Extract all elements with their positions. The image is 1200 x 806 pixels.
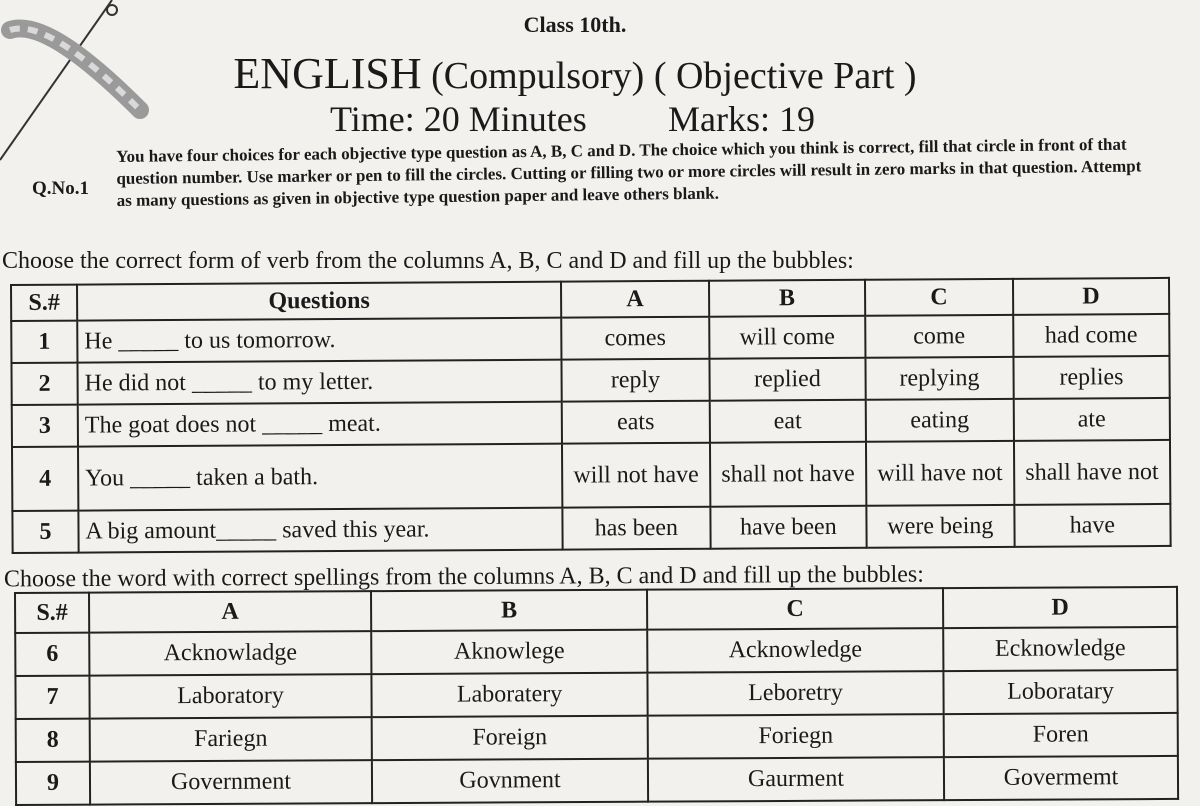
header-a: A (89, 591, 371, 632)
option-c: replying (865, 357, 1013, 400)
option-d: shall have not (1014, 440, 1171, 505)
option-b: shall not have (710, 442, 867, 507)
option-c: were being (866, 505, 1014, 548)
option-a: will not have (562, 443, 710, 508)
table-row (16, 756, 1178, 805)
option-b: replied (709, 358, 865, 401)
option-c: will have not (866, 441, 1014, 506)
header-questions: Questions (77, 282, 561, 321)
time-marks-line (330, 98, 815, 140)
header-d: D (943, 587, 1177, 628)
table-row (11, 314, 1169, 363)
question-text: He did not _____ to my letter. (77, 360, 561, 405)
option-b: will come (709, 316, 865, 359)
option-c: eating (866, 399, 1014, 442)
row-number: 5 (12, 511, 78, 553)
header-d: D (1013, 278, 1169, 315)
option-d: Ecknowledge (943, 627, 1177, 671)
option-c: come (865, 315, 1013, 358)
option-b: Aknowlege (371, 630, 647, 674)
question-text: He _____ to us tomorrow. (77, 318, 561, 363)
table-row (12, 504, 1170, 553)
option-b: eat (709, 400, 865, 443)
table-row (16, 713, 1178, 762)
option-c: Leboretry (647, 671, 943, 716)
header-c: C (865, 279, 1013, 316)
row-number: 6 (15, 633, 89, 676)
subject-qualifier: (Compulsory) ( Objective Part ) (421, 55, 917, 97)
option-a: has been (562, 507, 710, 550)
option-a: reply (561, 359, 709, 402)
spelling-table (14, 586, 1179, 806)
subject-name: ENGLISH (233, 49, 422, 98)
option-d: Govermemt (944, 756, 1178, 800)
header-b: B (709, 280, 865, 317)
option-b: Foreign (372, 716, 648, 760)
table-row (15, 627, 1177, 676)
table-header-row (15, 587, 1177, 633)
row-number: 8 (16, 719, 90, 762)
row-number: 4 (12, 447, 78, 511)
row-number: 2 (11, 363, 77, 405)
table-row (15, 670, 1177, 719)
header-c: C (647, 588, 943, 630)
option-d: have (1014, 504, 1171, 547)
option-c: Foriegn (648, 714, 944, 759)
header-sno: S.# (15, 593, 89, 633)
row-number: 1 (11, 321, 77, 363)
time-allowed: Time: 20 Minutes (330, 99, 587, 139)
option-a: Laboratory (89, 674, 371, 718)
option-c: Gaurment (648, 757, 944, 802)
row-number: 7 (15, 676, 89, 719)
option-a: Government (90, 760, 372, 804)
page-title (0, 48, 1150, 99)
question-text: The goat does not _____ meat. (78, 402, 562, 447)
option-c: Acknowledge (647, 628, 943, 673)
option-a: Fariegn (90, 717, 372, 761)
section1-heading: Choose the correct form of verb from the columns A, B, C and D and fill up the bubbles: (2, 248, 854, 274)
row-number: 3 (12, 405, 78, 447)
option-d: ate (1013, 398, 1170, 441)
option-d: Loboratary (943, 670, 1177, 714)
header-a: A (561, 281, 709, 318)
option-d: replies (1013, 356, 1170, 399)
total-marks: Marks: 19 (668, 99, 815, 139)
question-number: Q.No.1 (32, 178, 89, 199)
row-number: 9 (16, 762, 90, 805)
option-b: Laboratery (371, 673, 647, 717)
option-a: comes (561, 317, 709, 360)
table-row (11, 356, 1169, 405)
class-label: Class 10th. (523, 12, 627, 37)
option-a: eats (562, 401, 710, 444)
instructions-text: You have four choices for each objective type question as A, B, C and D. The choice which you think is correct, fill that circle in front of that question number. Use marker or pen to fill the circles. Cutting or filling two or more circles will result in zero marks in that question. Attempt as many questions as given in objective type question paper and leave others blank. (116, 134, 1142, 210)
header-b: B (371, 590, 647, 631)
option-b: have been (710, 506, 866, 549)
question-text: You _____ taken a bath. (78, 444, 562, 511)
verb-form-table (10, 277, 1172, 554)
option-d: Foren (944, 713, 1178, 757)
option-b: Govnment (372, 759, 648, 803)
question-text: A big amount_____ saved this year. (78, 508, 562, 553)
table-row (12, 398, 1170, 447)
section2-heading: Choose the word with correct spellings from the columns A, B, C and D and fill up the bubbles: (3, 561, 924, 593)
option-a: Acknowladge (89, 631, 371, 675)
table-row (12, 440, 1170, 511)
header-sno: S.# (11, 285, 77, 321)
option-d: had come (1013, 314, 1170, 357)
